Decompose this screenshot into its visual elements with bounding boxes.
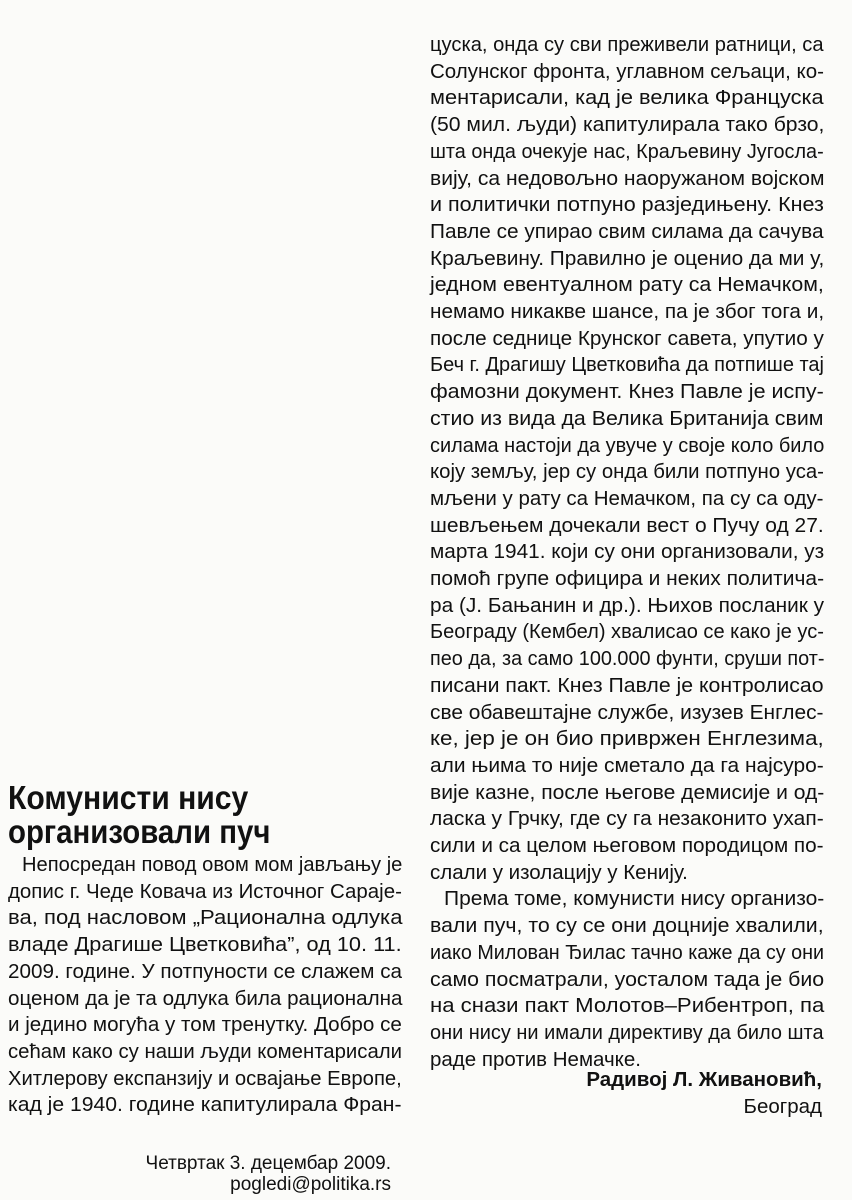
body-text-line: марта 1941. који су они организовали, уз [430,540,825,564]
body-text-line: Према томе, комунисти нису организо- [444,887,825,911]
body-text-line: мљени у рату са Немачком, па су са оду- [430,486,824,510]
body-text-line: владе Драгише Цветковића”, од 10. 11. [8,933,402,957]
body-text-line: иако Милован Ђилас тачно каже да су они [430,940,825,964]
body-text-line: немамо никакве шансе, па је због тога и, [430,300,825,323]
body-text-line: једном евентуалном рату са Немачком, [430,273,824,297]
body-text-line: (50 мил. људи) капитулирала тако брзо, [430,113,825,137]
footer-email: pogledi@politika.rs [230,1174,391,1195]
author-name: Радивој Л. Живановић, [586,1068,822,1091]
body-text-line: ментарисали, кад је велика Француска [430,86,824,110]
body-text-line: они нису ни имали директиву да било шта [430,1020,824,1044]
body-text-line: раде против Немачке. [430,1047,641,1071]
body-text-line: ке, јер је он био привржен Енглезима, [430,727,824,751]
body-text-line: Беч г. Драгишу Цветковића да потпише тај [430,353,824,377]
body-text-line: допис г. Чеде Ковача из Источног Сараје- [8,879,402,903]
body-text-line: али њима то није сметало да га најсуро- [430,753,824,777]
body-text-line: шевљењем дочекали вест о Пучу од 27. [430,513,824,537]
body-text-line: ласка у Грчку, где су га незаконито ухап- [430,807,824,831]
body-text-line: вали пуч, то су се они доцније хвалили, [430,914,824,938]
body-text-line: Солунског фронта, углавном сељаци, ко- [430,59,824,83]
body-text-line: после седнице Крунског савета, упутио у [430,326,824,350]
body-text-line: сећам како су наши људи коментарисали [8,1039,403,1063]
body-text-line: фамозни документ. Кнез Павле је испу- [430,380,824,404]
body-text-line: 2009. године. У потпуности се слажем са [8,959,403,983]
body-text-line: сили и са целом његовом породицом по- [430,834,824,857]
body-text-line: стио из вида да Велика Британија свим [430,406,824,430]
body-text-line: слали у изолацију у Кенију. [430,860,688,884]
body-text-line: ва, под насловом „Рационална одлука [8,906,403,930]
body-text-line: помоћ групе официра и неких политича- [430,567,825,590]
body-text-line: оценом да је та одлука била рационална [8,986,403,1010]
body-text-line: силама настоји да увуче у своје коло било [430,433,825,457]
body-text-line: на снази пакт Молотов–Рибентроп, па [430,994,825,1018]
body-text-line: кад је 1940. године капитулирала Фран- [8,1093,402,1117]
body-text-line: Павле се упирао свим силама да сачува [430,219,824,243]
body-text-line: Краљевину. Правилно је оценио да ми у, [430,246,825,270]
body-text-line: вију, са недовољно наоружаном војском [430,166,825,190]
footer-date: Четвртак 3. децембар 2009. [145,1153,391,1174]
author-city: Београд [743,1095,822,1118]
body-text-line: Београду (Кембел) хвалисао се како је ус- [430,620,824,644]
body-text-line: само посматрали, уосталом тада је био [430,967,825,991]
body-text-line: и једино могућа у том тренутку. Добро се [8,1013,402,1037]
body-text-line: коју земљу, јер су онда били потпуно уса- [430,460,824,484]
body-text-line: вије казне, после његове демисије и од- [430,780,825,804]
body-text-line: писани пакт. Кнез Павле је контролисао [430,673,824,697]
body-text-line: цуска, онда су сви преживели ратници, са [430,33,824,56]
article-heading-line: организовали пуч [8,813,271,850]
body-text-line: и политички потпуно разједињену. Кнез [430,193,824,217]
body-text-line: све обавештајне службе, изузев Енглес- [430,700,824,724]
article-heading-line: Комунисти нису [8,779,249,816]
body-text-line: Хитлерову експанзију и освајање Европе, [8,1066,402,1090]
body-text-line: ра (Ј. Бањанин и др.). Њихов посланик у [430,593,825,617]
body-text-line: шта онда очекује нас, Краљевину Југосла- [430,139,824,163]
body-text-line: пео да, за само 100.000 фунти, сруши пот- [430,647,825,671]
body-text-line: Непосредан повод овом мом јављању је [22,853,403,876]
